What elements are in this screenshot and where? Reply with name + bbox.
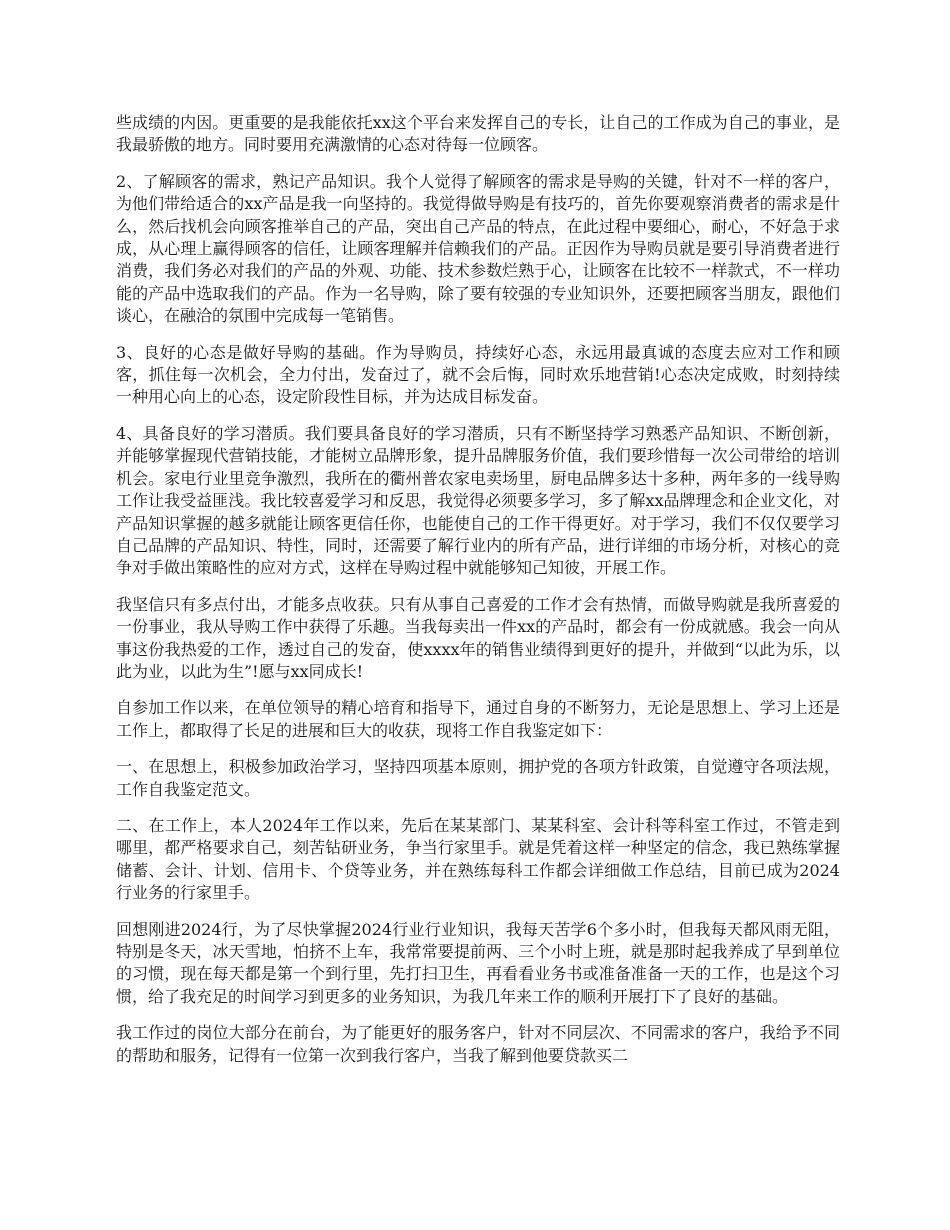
paragraph-2: 2、了解顾客的需求，熟记产品知识。我个人觉得了解顾客的需求是导购的关键，针对不一样的客户，为他们带给适合的xx产品是我一向坚持的。我觉得做导购是有技巧的，首先你要观察消费者的需求是什么，然后找机会向顾客推举自己的产品，突出自己产品的特点，在此过程中要细心，耐心，不好急于求成，从心理上赢得顾客的信任，让顾客理解并信赖我们的产品。正因作为导购员就是要引导消费者进行消费，我们务必对我们的产品的外观、功能、技术参数烂熟于心，让顾客在比较不一样款式，不一样功能的产品中选取我们的产品。作为一名导购，除了要有较强的专业知识外，还要把顾客当朋友，跟他们谈心，在融洽的氛围中完成每一笔销售。 (116, 171, 840, 326)
paragraph-3: 3、良好的心态是做好导购的基础。作为导购员，持续好心态，永远用最真诚的态度去应对工作和顾客，抓住每一次机会，全力付出，发奋过了，就不会后悔，同时欢乐地营销!心态决定成败，时刻持续一种用心向上的心态，设定阶段性目标，并为达成目标发奋。 (116, 342, 840, 407)
paragraph-5: 我坚信只有多点付出，才能多点收获。只有从事自己喜爱的工作才会有热情，而做导购就是我所喜爱的一份事业，我从导购工作中获得了乐趣。当我每卖出一件xx的产品时，都会有一份成就感。我会一向从事这份我热爱的工作，透过自己的发奋，使xxxx年的销售业绩得到更好的提升，并做到“以此为乐，以此为业，以此为生”!愿与xx同成长! (116, 594, 840, 681)
paragraph-7: 一、在思想上，积极参加政治学习，坚持四项基本原则，拥护党的各项方针政策，自觉遵守各项法规，工作自我鉴定范文。 (116, 757, 840, 799)
document-body (116, 112, 840, 1081)
paragraph-10: 我工作过的岗位大部分在前台，为了能更好的服务客户，针对不同层次、不同需求的客户，我给予不同的帮助和服务，记得有一位第一次到我行客户，当我了解到他要贷款买二 (116, 1023, 840, 1065)
paragraph-6: 自参加工作以来，在单位领导的精心培育和指导下，通过自身的不断努力，无论是思想上、学习上还是工作上，都取得了长足的进展和巨大的收获，现将工作自我鉴定如下： (116, 698, 840, 740)
paragraph-8: 二、在工作上，本人2024年工作以来，先后在某某部门、某某科室、会计科等科室工作过，不管走到哪里，都严格要求自己，刻苦钻研业务，争当行家里手。就是凭着这样一种坚定的信念，我已熟练掌握储蓄、会计、计划、信用卡、个贷等业务，并在熟练每科工作都会详细做工作总结，目前已成为2024行业务的行家里手。 (116, 815, 840, 903)
paragraph-9: 回想刚进2024行，为了尽快掌握2024行业行业知识，我每天苦学6个多小时，但我每天都风雨无阻，特别是冬天，冰天雪地，怕挤不上车，我常常要提前两、三个小时上班，就是那时起我养成了早到单位的习惯，现在每天都是第一个到行里，先打扫卫生，再看看业务书或准备准备一天的工作，也是这个习惯，给了我充足的时间学习到更多的业务知识，为我几年来工作的顺利开展打下了良好的基础。 (116, 919, 840, 1006)
paragraph-4: 4、具备良好的学习潜质。我们要具备良好的学习潜质，只有不断坚持学习熟悉产品知识、不断创新，并能够掌握现代营销技能，才能树立品牌形象，提升品牌服务价值，我们要珍惜每一次公司带给的培训机会。家电行业里竞争激烈，我所在的衢州普农家电卖场里，厨电品牌多达十多种，两年多的一线导购工作让我受益匪浅。我比较喜爱学习和反思，我觉得必须要多学习，多了解xx品牌理念和企业文化，对产品知识掌握的越多就能让顾客更信任你，也能使自己的工作干得更好。对于学习，我们不仅仅要学习自己品牌的产品知识、特性，同时，还需要了解行业内的所有产品，进行详细的市场分析，对核心的竞争对手做出策略性的应对方式，这样在导购过程中就能够知己知彼，开展工作。 (116, 423, 840, 578)
paragraph-1: 些成绩的内因。更重要的是我能依托xx这个平台来发挥自己的专长，让自己的工作成为自己的事业，是我最骄傲的地方。同时要用充满激情的心态对待每一位顾客。 (116, 113, 840, 155)
